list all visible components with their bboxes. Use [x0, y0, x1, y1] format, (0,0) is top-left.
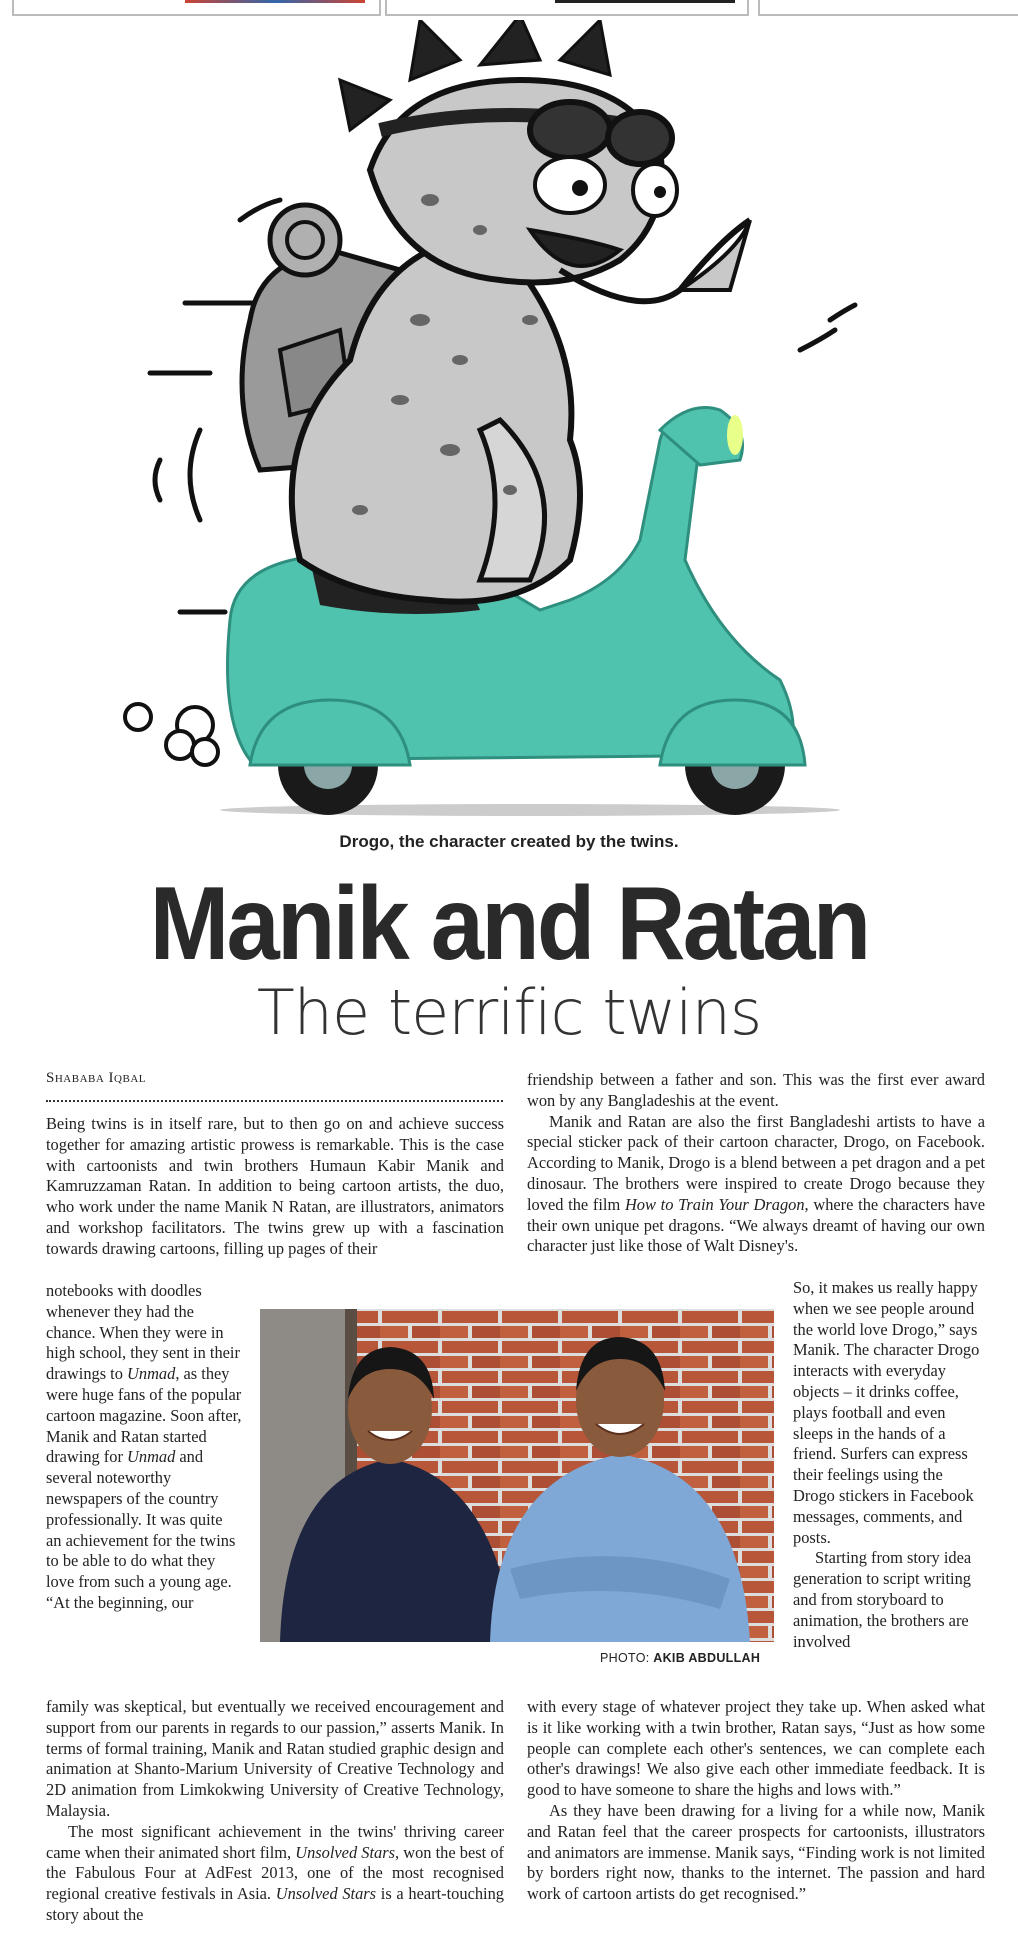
illustration-caption: Drogo, the character created by the twins.	[339, 832, 679, 851]
headline: Manik and Ratan	[149, 866, 869, 982]
magazine-title: Unmad	[127, 1364, 176, 1384]
col1-bottom-text	[46, 1697, 504, 1926]
twins-portrait-photo	[260, 1309, 774, 1642]
subheadline: The terrific twins	[256, 976, 762, 1049]
col2-narrow-text	[793, 1278, 985, 1652]
film-title: How to Train Your Dragon	[624, 1194, 805, 1214]
col1-paragraph-2: family was skeptical, but eventually we received encouragement and support from our parents in regards to our passion,” asserts Manik. In terms of formal training, Manik and Ratan studied graphic design and animation at Shanto-Marium University of Creative Technology and 2D animation from Limkokwing University of Creative Technology, Malaysia.	[46, 1697, 504, 1820]
credit-prefix: PHOTO:	[600, 1651, 654, 1665]
drogo-scooter-illustration	[100, 20, 920, 825]
prev-panel-1-strip	[185, 0, 365, 3]
col1-paragraph-3	[46, 1822, 504, 1926]
col2-paragraph-2	[527, 1112, 985, 1258]
byline: Shababa Iqbal	[46, 1070, 146, 1086]
photographer-name: AKIB ABDULLAH	[653, 1651, 761, 1665]
byline-divider	[46, 1100, 503, 1102]
photo-credit	[600, 1651, 760, 1665]
text-run: notebooks with doodles whenever they had the chance. When they were in high school, they sent in their drawings to	[46, 1281, 240, 1384]
text-run: The most significant achievement in the twins' thriving career came when their animated short film,	[46, 1821, 504, 1862]
exhaust-puffs	[125, 704, 218, 765]
prev-panel-2-strip	[555, 0, 735, 3]
col2-paragraph-1: friendship between a father and son. This was the first ever award won by any Bangladeshis at the event.	[527, 1070, 985, 1110]
col2-paragraph-3: with every stage of whatever project they take up. When asked what is it like working with a twin brother, Ratan says, “Just as how some people can complete each other's sentences, we can complete each other's drawings! We also give each other immediate feedback. It is good to have someone to share the highs and lows with.”	[527, 1697, 985, 1800]
col1-narrow-paragraph	[46, 1281, 242, 1614]
col1-narrow-text	[46, 1281, 242, 1614]
col2-top-text	[527, 1070, 985, 1257]
col2-narrow-paragraph-1: So, it makes us really happy when we see people around the world love Drogo,” says Manik. The character Drogo interacts with everyday objects – it drinks coffee, plays football and even sleeps in the hands of a friend. Surfers can express their feelings using the Drogo stickers in Facebook messages, comments, and posts.	[793, 1278, 980, 1547]
text-run: is a heart-touching story about the	[46, 1884, 504, 1924]
film-title: Unsolved Stars	[275, 1884, 377, 1904]
text-run: , where the characters have their own unique pet dragons. “We always dreamt of having our own character just like those of Walt Disney's.	[527, 1194, 986, 1256]
text-run: , won the best of the Fabulous Four at AdFest 2013, one of the most recognised regional creative festivals in Asia.	[46, 1842, 504, 1904]
text-run: and several noteworthy newspapers of the country professionally. It was quite an achievement for the twins to be able to do what they love from such a young age. “At the beginning, our	[46, 1447, 236, 1612]
col2-bottom-text	[527, 1697, 985, 1905]
col1-paragraph-1: Being twins is in itself rare, but to then go on and achieve success together for amazing artistic prowess is remarkable. This is the case with cartoonists and twin brothers Humaun Kabir Manik and Kamruzzaman Ratan. In addition to being cartoon artists, the duo, who work under the name Manik N Ratan, are illustrators, animators and workshop facilitators. The twins grew up with a fascination towards drawing cartoons, filling up pages of their	[46, 1114, 504, 1258]
previous-page-strip	[0, 0, 1018, 18]
text-run: , as they were huge fans of the popular cartoon magazine. Soon after, Manik and Ratan started drawing for	[46, 1364, 242, 1467]
magazine-title: Unmad	[127, 1447, 176, 1467]
col1-top-text	[46, 1114, 504, 1260]
text-run: Manik and Ratan are also the first Bangladeshi artists to have a special sticker pack of their cartoon character, Drogo, on Facebook. According to Manik, Drogo is a blend between a pet dragon and a pet dinosaur. The brothers were inspired to create Drogo because they loved the film	[527, 1111, 985, 1214]
col2-narrow-paragraph-2: Starting from story idea generation to script writing and from storyboard to animation, the brothers are involved	[793, 1548, 972, 1651]
prev-panel-3	[758, 0, 1018, 16]
col2-paragraph-4: As they have been drawing for a living for a while now, Manik and Ratan feel that the career prospects for cartoonists, illustrators and animators are immense. Manik says, “Finding work is not limited by borders right now, thanks to the internet. The passion and hard work of cartoon artists do get recognised.”	[527, 1800, 985, 1904]
film-title: Unsolved Stars	[295, 1842, 396, 1862]
